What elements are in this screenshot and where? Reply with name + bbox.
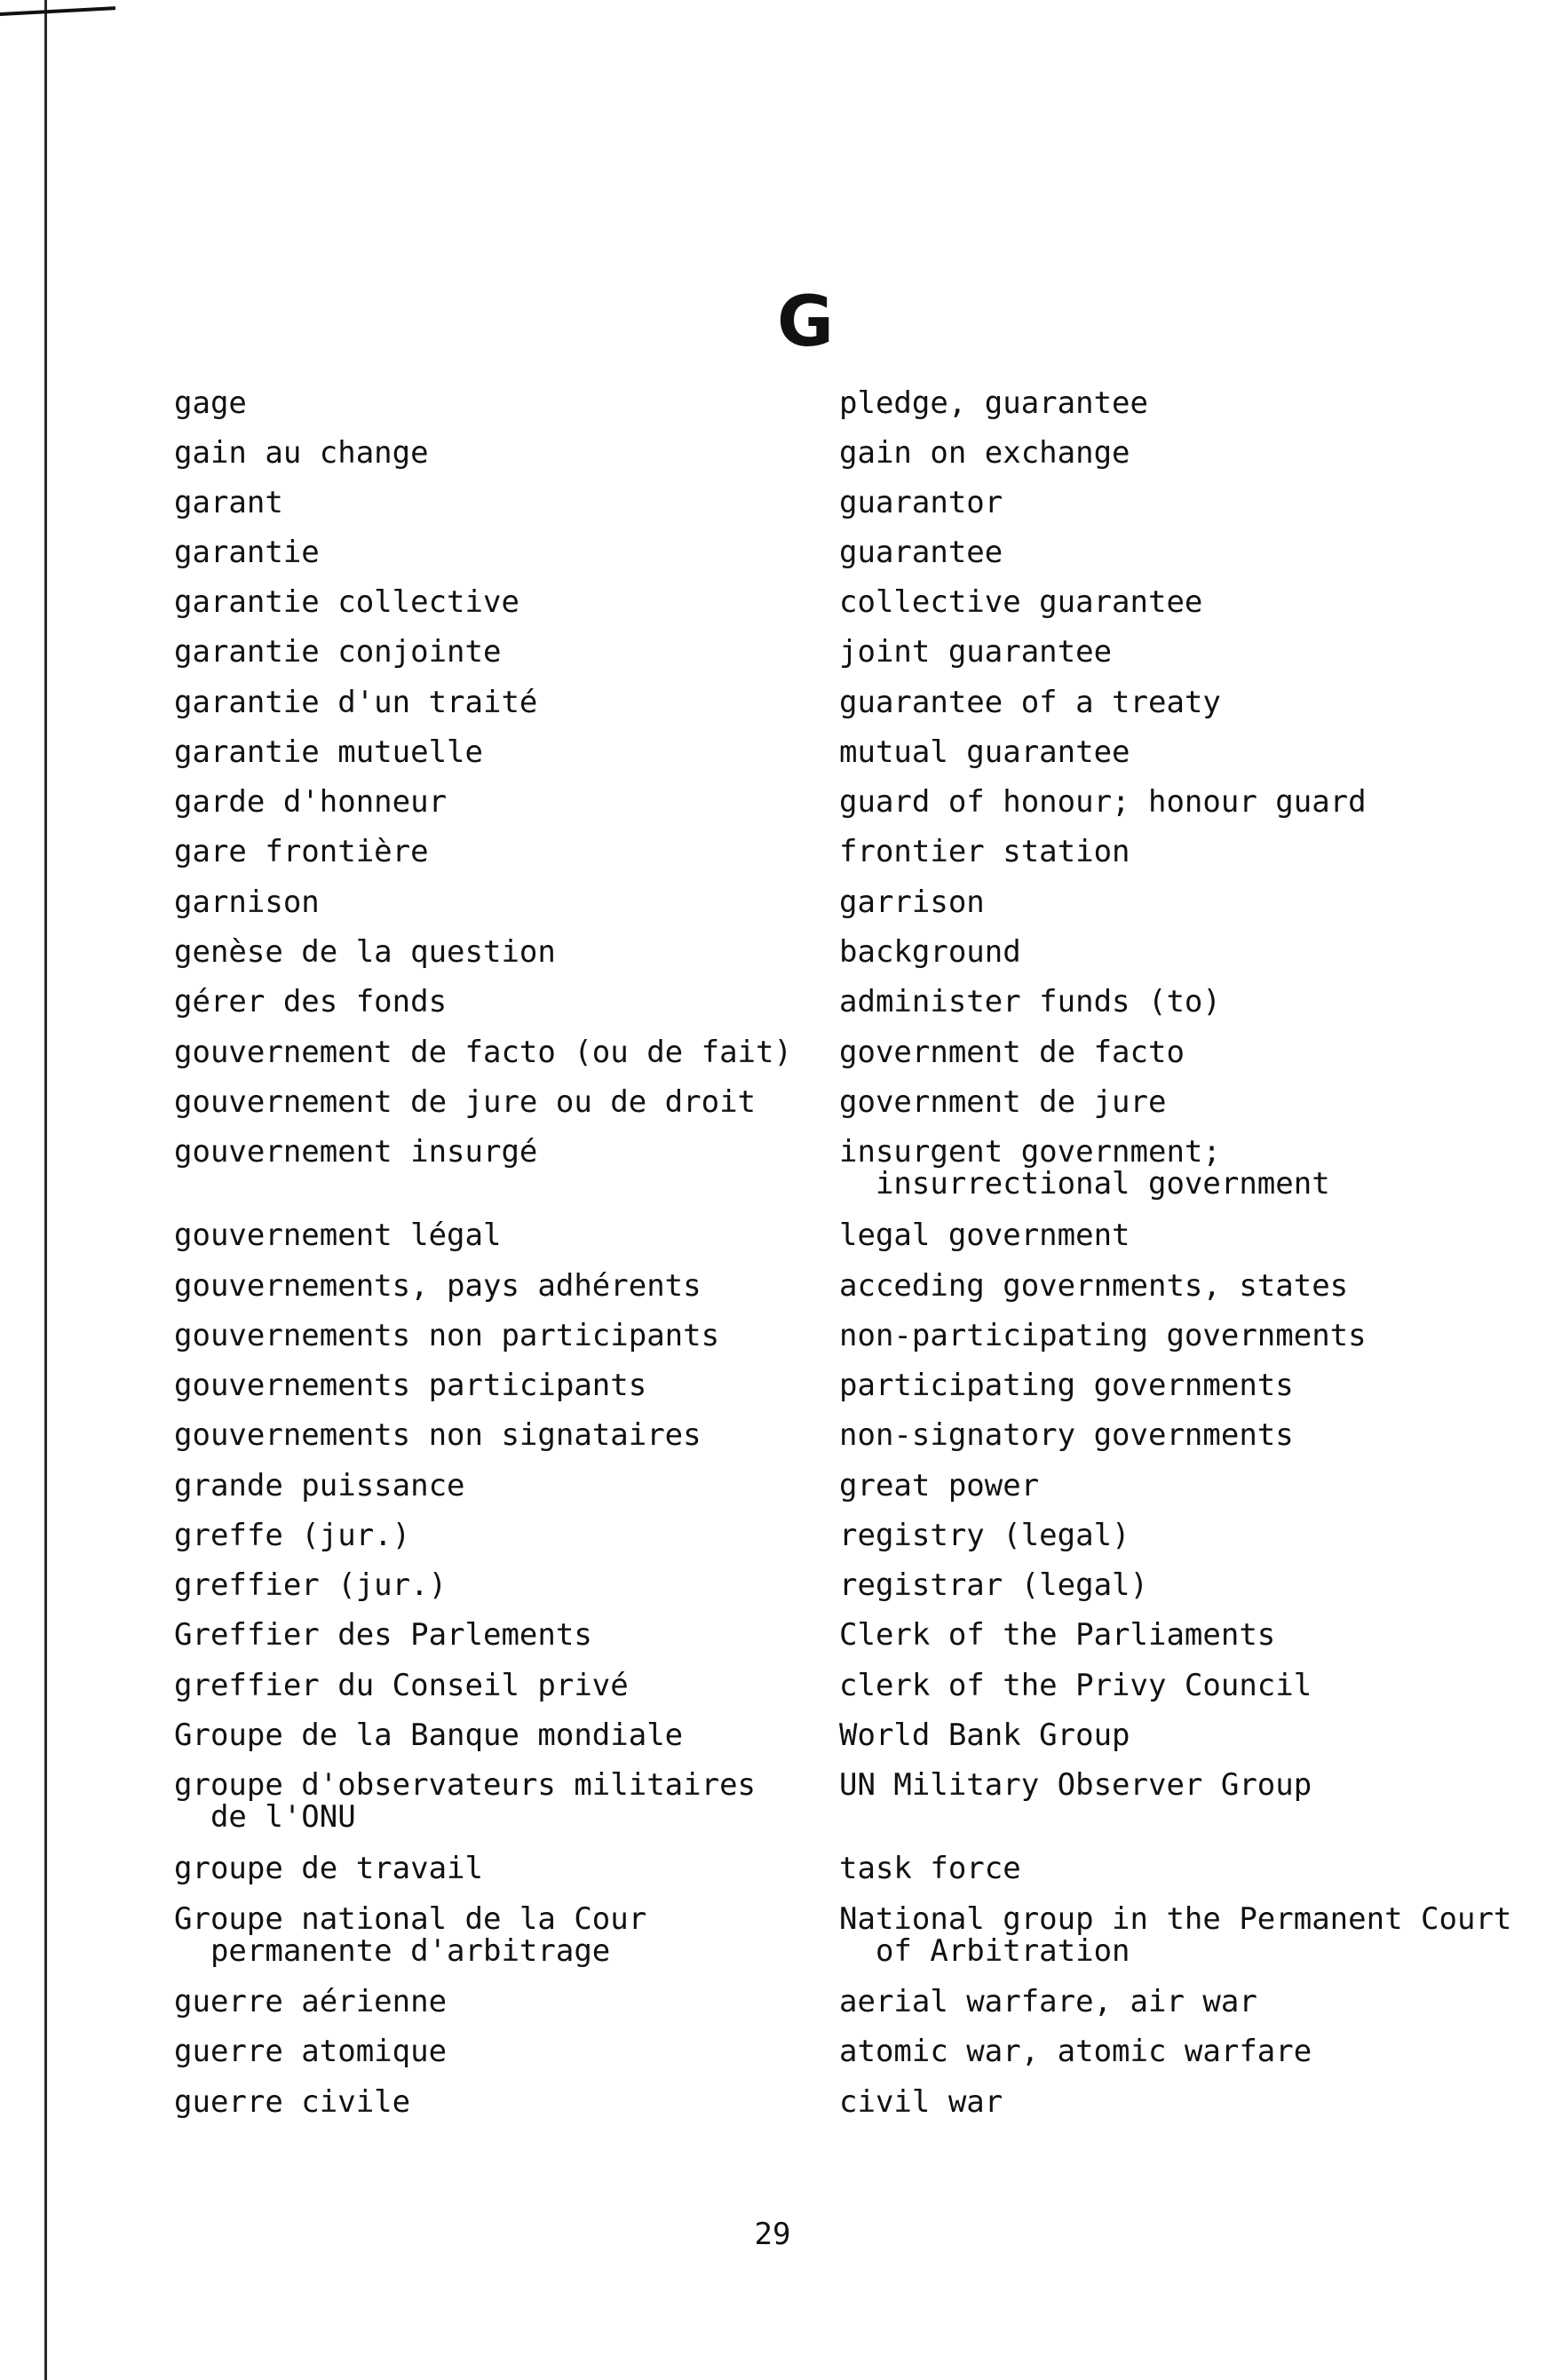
french-term: garantie collective	[174, 584, 519, 620]
section-letter-heading: G	[776, 282, 835, 362]
french-term: groupe d'observateurs militaires de l'ONU	[174, 1767, 757, 1835]
french-term: guerre civile	[174, 2084, 411, 2120]
french-term: gouvernement de facto (ou de fait)	[174, 1035, 792, 1070]
english-term: government de jure	[839, 1084, 1167, 1120]
english-term: guard of honour; honour guard	[839, 784, 1367, 820]
english-term: UN Military Observer Group	[839, 1767, 1312, 1803]
french-term: gouvernement de jure ou de droit	[174, 1084, 757, 1120]
english-term: aerial warfare, air war	[839, 1984, 1257, 2019]
english-term: participating governments	[839, 1368, 1294, 1403]
french-term: garantie d'un traité	[174, 685, 538, 720]
page-number: 29	[754, 2217, 791, 2252]
french-term: garnison	[174, 885, 320, 920]
english-term: atomic war, atomic warfare	[839, 2034, 1312, 2069]
french-term: gouvernement légal	[174, 1218, 502, 1253]
french-term: greffier du Conseil privé	[174, 1668, 629, 1703]
french-term: Groupe de la Banque mondiale	[174, 1718, 684, 1753]
english-term: acceding governments, states	[839, 1268, 1349, 1304]
french-term: groupe de travail	[174, 1851, 483, 1886]
english-term: Clerk of the Parliaments	[839, 1617, 1276, 1653]
english-term: civil war	[839, 2084, 1003, 2120]
french-term: gouvernements participants	[174, 1368, 647, 1403]
english-term: pledge, guarantee	[839, 385, 1148, 421]
english-term: registry (legal)	[839, 1518, 1130, 1553]
english-term: great power	[839, 1468, 1040, 1503]
french-term: guerre atomique	[174, 2034, 448, 2069]
english-term: frontier station	[839, 834, 1130, 869]
english-term: joint guarantee	[839, 634, 1113, 670]
french-term: Greffier des Parlements	[174, 1617, 592, 1653]
french-term: garantie conjointe	[174, 634, 502, 670]
english-term: guarantor	[839, 485, 1003, 520]
french-term: greffier (jur.)	[174, 1567, 448, 1603]
english-term: guarantee of a treaty	[839, 685, 1221, 720]
english-term: registrar (legal)	[839, 1567, 1148, 1603]
french-term: Groupe national de la Cour permanente d'arbitrage	[174, 1901, 647, 1969]
english-term: collective guarantee	[839, 584, 1203, 620]
french-term: gérer des fonds	[174, 984, 448, 1019]
french-term: guerre aérienne	[174, 1984, 448, 2019]
scan-corner-mark	[0, 0, 115, 16]
french-term: gouvernements non participants	[174, 1318, 720, 1353]
french-term: genèse de la question	[174, 934, 556, 970]
english-term: World Bank Group	[839, 1718, 1130, 1753]
english-term: background	[839, 934, 1021, 970]
english-term: non-participating governments	[839, 1318, 1367, 1353]
english-term: legal government	[839, 1218, 1130, 1253]
french-term: gouvernements, pays adhérents	[174, 1268, 702, 1304]
english-term: insurgent government; insurrectional government	[839, 1134, 1330, 1202]
french-term: greffe (jur.)	[174, 1518, 411, 1553]
french-term: gage	[174, 385, 247, 421]
scan-margin-line	[44, 0, 47, 2380]
english-term: mutual guarantee	[839, 734, 1130, 770]
french-term: grande puissance	[174, 1468, 465, 1503]
french-term: gain au change	[174, 435, 429, 471]
french-term: gouvernements non signataires	[174, 1417, 702, 1453]
french-term: garde d'honneur	[174, 784, 448, 820]
english-term: National group in the Permanent Court of Arbitration	[839, 1901, 1512, 1969]
english-term: administer funds (to)	[839, 984, 1221, 1019]
french-term: gouvernement insurgé	[174, 1134, 538, 1170]
english-term: clerk of the Privy Council	[839, 1668, 1312, 1703]
french-term: garant	[174, 485, 283, 520]
french-term: garantie	[174, 535, 320, 570]
french-term: garantie mutuelle	[174, 734, 483, 770]
french-term: gare frontière	[174, 834, 429, 869]
english-term: guarantee	[839, 535, 1003, 570]
english-term: task force	[839, 1851, 1021, 1886]
english-term: gain on exchange	[839, 435, 1130, 471]
english-term: non-signatory governments	[839, 1417, 1294, 1453]
english-term: government de facto	[839, 1035, 1185, 1070]
english-term: garrison	[839, 885, 985, 920]
